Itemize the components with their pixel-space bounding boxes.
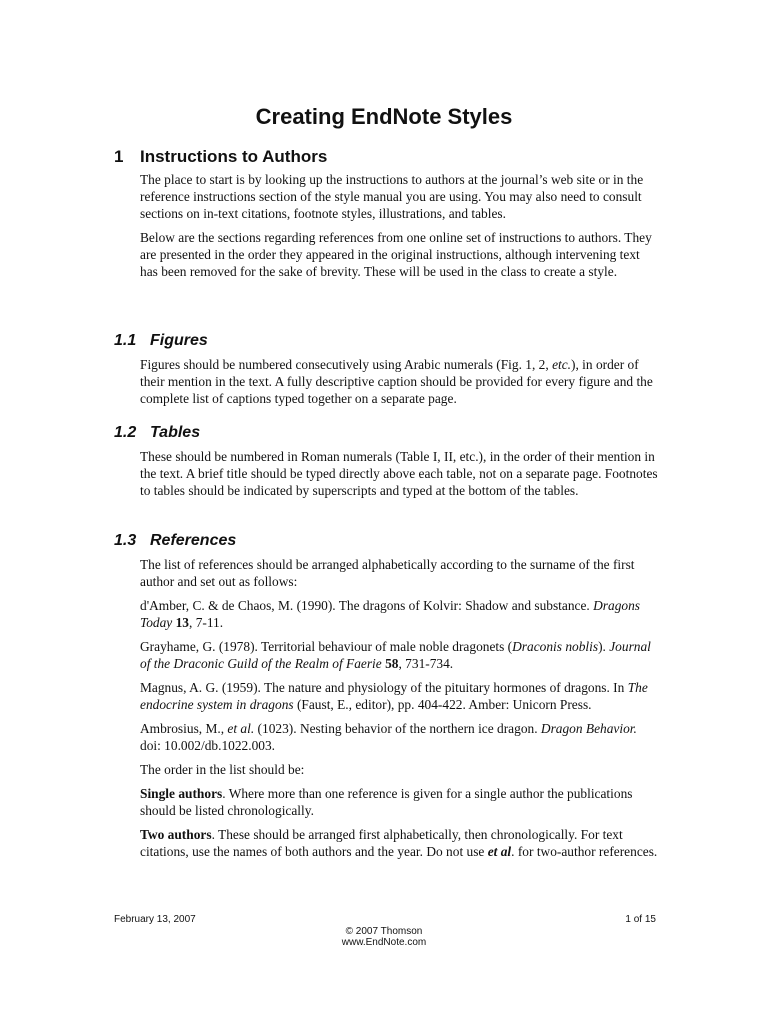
copyright-text: © 2007 Thomson bbox=[345, 926, 423, 937]
tables-heading bbox=[114, 424, 200, 442]
section-title: Tables bbox=[150, 424, 201, 441]
references-heading bbox=[114, 532, 236, 550]
figures-heading bbox=[114, 332, 208, 350]
paragraph: These should be numbered in Roman numerals (Table I, II, etc.), in the order of their mention in the text. A brief title should be typed directly above each table, not on a separate page. Footnotes to tables should be indicated by superscripts and typed at the bottom of the tables. bbox=[140, 449, 658, 498]
paragraph: Below are the sections regarding references from one online set of instructions to authors. They are presented in the order they appeared in the original instructions, although intervening text has been removed for the sake of brevity. These will be used in the class to create a style. bbox=[140, 230, 652, 279]
paragraph: Single authors. Where more than one reference is given for a single author the publications should be listed chronologically. bbox=[140, 786, 633, 818]
document-title: Creating EndNote Styles bbox=[255, 104, 513, 129]
references-body bbox=[140, 556, 660, 867]
section-1-body bbox=[140, 171, 660, 287]
reference-entry: Magnus, A. G. (1959). The nature and physiology of the pituitary hormones of dragons. In The endocrine system in dragons (Faust, E., editor), pp. 404-422. Amber: Unicorn Press. bbox=[140, 680, 648, 712]
tables-body bbox=[140, 448, 660, 506]
section-title: Instructions to Authors bbox=[140, 147, 328, 166]
section-number: 1.3 bbox=[114, 532, 137, 549]
website-text: www.EndNote.com bbox=[341, 937, 427, 948]
figures-body bbox=[140, 356, 660, 414]
paragraph: The order in the list should be: bbox=[140, 762, 305, 777]
paragraph: The place to start is by looking up the instructions to authors at the journal’s web site or in the reference instructions section of the style manual you are using. You may also need to consult sections on in-text citations, footnote styles, illustrations, and tables. bbox=[140, 172, 644, 221]
section-number: 1.1 bbox=[114, 332, 137, 349]
paragraph: The list of references should be arranged alphabetically according to the surname of the first author and set out as follows: bbox=[140, 557, 635, 589]
footer-copyright bbox=[0, 926, 768, 948]
section-title: Figures bbox=[150, 332, 208, 349]
section-title: References bbox=[150, 532, 237, 549]
section-number: 1.2 bbox=[114, 424, 137, 441]
section-number: 1 bbox=[114, 147, 124, 166]
footer-page-number: 1 of 15 bbox=[625, 914, 656, 925]
reference-entry: d'Amber, C. & de Chaos, M. (1990). The dragons of Kolvir: Shadow and substance. Dragons Today 13, 7-11. bbox=[140, 598, 640, 630]
reference-entry: Ambrosius, M., et al. (1023). Nesting behavior of the northern ice dragon. Dragon Behavior. doi: 10.002/db.1022.003. bbox=[140, 721, 637, 753]
footer-date: February 13, 2007 bbox=[114, 914, 196, 925]
section-1-heading bbox=[114, 147, 327, 167]
paragraph: Figures should be numbered consecutively using Arabic numerals (Fig. 1, 2, etc.), in order of their mention in the text. A fully descriptive caption should be provided for every figure and the complete list of captions typed together on a separate page. bbox=[140, 357, 653, 406]
paragraph: Two authors. These should be arranged first alphabetically, then chronologically. For text citations, use the names of both authors and the year. Do not use et al. for two-author references. bbox=[140, 827, 658, 859]
reference-entry: Grayhame, G. (1978). Territorial behaviour of male noble dragonets (Draconis noblis). Journal of the Draconic Guild of the Realm of Faerie 58, 731-734. bbox=[140, 639, 651, 671]
